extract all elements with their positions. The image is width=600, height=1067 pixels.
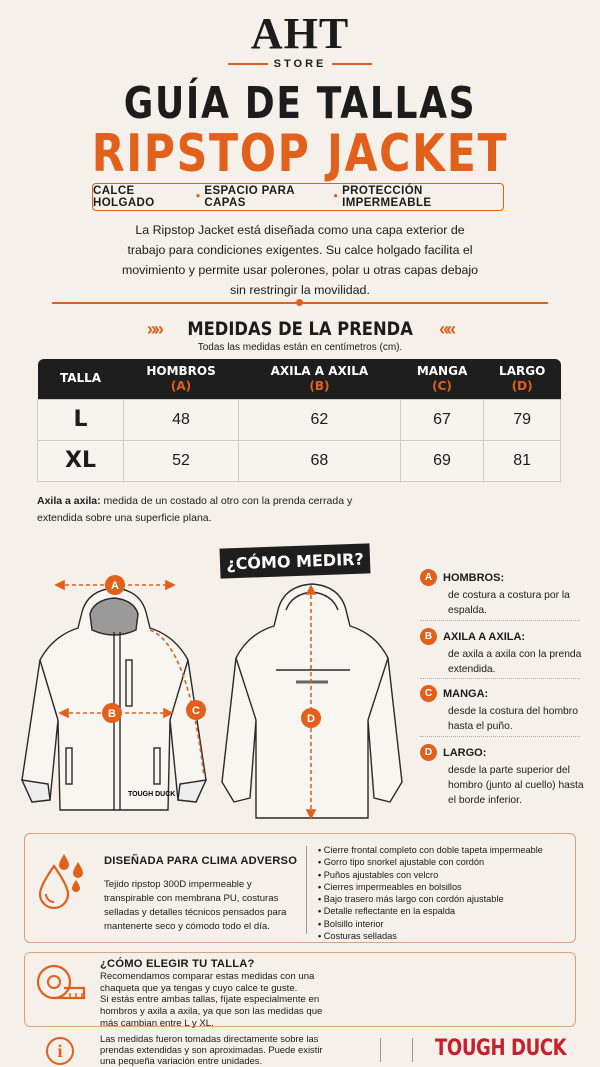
vertical-divider: [412, 1038, 413, 1062]
table-cell: 67: [400, 399, 484, 440]
tough-duck-logo: TOUGH DUCK: [435, 1036, 567, 1061]
legend-item: [420, 744, 590, 808]
col-label: LARGO: [499, 363, 546, 378]
units-note: Todas las medidas están en centímetros (cm).: [197, 342, 403, 353]
bullet-icon: •: [333, 191, 339, 203]
legend-item: [420, 628, 590, 677]
table-cell: 81: [484, 440, 561, 481]
intro-text: La Ripstop Jacket está diseñada como una capa exterior de trabajo para condiciones exigentes. Su calce holgado facilita el movimiento y permite usar polerones, polar u otras capas debajo sin restringir la movilidad.: [121, 223, 479, 297]
list-item: • Cierres impermeables en bolsillos: [318, 881, 543, 893]
legend-item: [420, 685, 590, 734]
legend-desc: de costura a costura por la espalda.: [448, 590, 570, 616]
badge-c-icon: C: [420, 685, 437, 702]
brand-sub-text: STORE: [273, 58, 327, 70]
legend-desc: desde la parte superior del hombro (junto al cuello) hasta el borde inferior.: [448, 765, 584, 806]
measuring-tape-icon: [34, 962, 88, 1004]
brand-rule-right: [332, 63, 372, 65]
legend-title: HOMBROS:: [443, 571, 505, 584]
how-to-title: ¿CÓMO MEDIR?: [220, 543, 371, 578]
separator: [420, 620, 580, 621]
table-cell: 62: [239, 399, 401, 440]
size-table: [37, 359, 561, 482]
table-cell: 48: [124, 399, 239, 440]
table-row: [38, 440, 561, 481]
legend-item: [420, 569, 590, 618]
choose-text-2: Si estás entre ambas tallas, fíjate especialmente en hombros y axila a axila, ya que son las medidas que más cambian entre L y XL.: [100, 994, 323, 1029]
bullet-icon: •: [195, 191, 201, 203]
definition-note: [37, 493, 367, 527]
table-cell: 69: [400, 440, 484, 481]
tagline-pill: [92, 183, 504, 211]
col-header-length: [484, 359, 561, 399]
col-header-chest: [239, 359, 401, 399]
col-letter: (B): [309, 378, 330, 393]
badge-b-icon: B: [420, 628, 437, 645]
col-letter: (A): [170, 378, 192, 393]
jacket-front-icon: [22, 588, 206, 810]
legend-title: MANGA:: [443, 687, 489, 700]
legend-title: AXILA A AXILA:: [443, 630, 526, 643]
choose-text-1: Recomendamos comparar estas medidas con una chaqueta que ya tengas y cuyo calce te guste.: [100, 971, 315, 994]
col-header-shoulders: [124, 359, 239, 399]
list-item: • Costuras selladas: [318, 930, 543, 942]
chevrons-left-icon: ««: [439, 318, 454, 339]
col-label: MANGA: [416, 363, 468, 378]
table-row: [38, 399, 561, 440]
table-cell: 79: [484, 399, 561, 440]
badge-a-icon: [105, 575, 125, 595]
list-item: • Detalle reflectante en la espalda: [318, 905, 543, 917]
brand-rule-left: [228, 63, 268, 65]
vertical-divider: [380, 1038, 381, 1062]
badge-d-label: D: [307, 713, 315, 725]
jacket-diagram: [10, 570, 410, 830]
climate-text: Tejido ripstop 300D impermeable y transpirable con membrana PU, costuras selladas y detalles técnicos pensados para mantenerte seco y cómodo todo el día.: [104, 879, 287, 932]
table-cell: 68: [239, 440, 401, 481]
tagline-item: CALCE HOLGADO: [93, 185, 155, 209]
jacket-tag: TOUGH DUCK: [128, 791, 176, 798]
legend-title: LARGO:: [443, 746, 487, 759]
badge-a-icon: A: [420, 569, 437, 586]
climate-title: DISEÑADA PARA CLIMA ADVERSO: [104, 855, 298, 867]
measures-heading: [0, 318, 600, 340]
legend-desc: de axila a axila con la prenda extendida.: [448, 649, 582, 675]
tagline-item: ESPACIO PARA CAPAS: [204, 185, 295, 209]
col-header-sleeve: [400, 359, 484, 399]
col-letter: (C): [432, 378, 452, 393]
separator: [420, 736, 580, 737]
page-title: GUÍA DE TALLAS: [123, 78, 477, 129]
brand-sub: [228, 56, 372, 72]
choose-title: ¿CÓMO ELEGIR TU TALLA?: [100, 958, 255, 970]
size-cell: XL: [38, 440, 124, 481]
vertical-divider: [306, 846, 307, 934]
col-label: HOMBROS: [146, 363, 216, 378]
legend-desc: desde la costura del hombro hasta el puño.: [448, 706, 578, 732]
table-header-row: [38, 359, 561, 399]
separator: [420, 678, 580, 679]
badge-d-icon: [301, 708, 321, 728]
col-label: TALLA: [59, 371, 102, 386]
list-item: • Cierre frontal completo con doble tapeta impermeable: [318, 844, 543, 856]
product-title: RIPSTOP JACKET: [91, 124, 509, 184]
jacket-back-icon: [222, 584, 402, 818]
col-letter: (D): [511, 378, 533, 393]
col-header-size: [38, 359, 124, 399]
footer-note: Las medidas fueron tomadas directamente sobre las prendas extendidas y son aproximadas. Puede existir una pequeña variación entre unidades.: [100, 1033, 323, 1066]
badge-b-label: B: [108, 708, 116, 720]
col-label: AXILA A AXILA: [270, 363, 369, 378]
badge-c-icon: [186, 700, 206, 720]
list-item: • Bajo trasero más largo con cordón ajustable: [318, 893, 543, 905]
list-item: • Puños ajustables con velcro: [318, 869, 543, 881]
list-item: • Bolsillo interior: [318, 918, 543, 930]
brand-logo: AHT: [250, 9, 350, 58]
size-cell: L: [38, 399, 124, 440]
badge-a-label: A: [111, 580, 119, 592]
info-icon: i: [46, 1037, 74, 1065]
tagline-item: PROTECCIÓN IMPERMEABLE: [342, 185, 432, 209]
measures-title: MEDIDAS DE LA PRENDA: [187, 318, 413, 340]
divider-dot: [296, 299, 303, 306]
water-drops-icon: [34, 848, 90, 912]
divider: [52, 302, 548, 304]
list-item: • Gorro tipo snorkel ajustable con cordón: [318, 856, 543, 868]
table-cell: 52: [124, 440, 239, 481]
badge-b-icon: [102, 703, 122, 723]
definition-term: Axila a axila:: [37, 495, 101, 507]
chevrons-right-icon: »»: [146, 318, 161, 339]
badge-d-icon: D: [420, 744, 437, 761]
features-list: [318, 844, 543, 942]
badge-c-label: C: [192, 705, 200, 717]
definition-text: medida de un costado al otro con la prenda cerrada y extendida sobre una superficie plana.: [37, 495, 353, 524]
